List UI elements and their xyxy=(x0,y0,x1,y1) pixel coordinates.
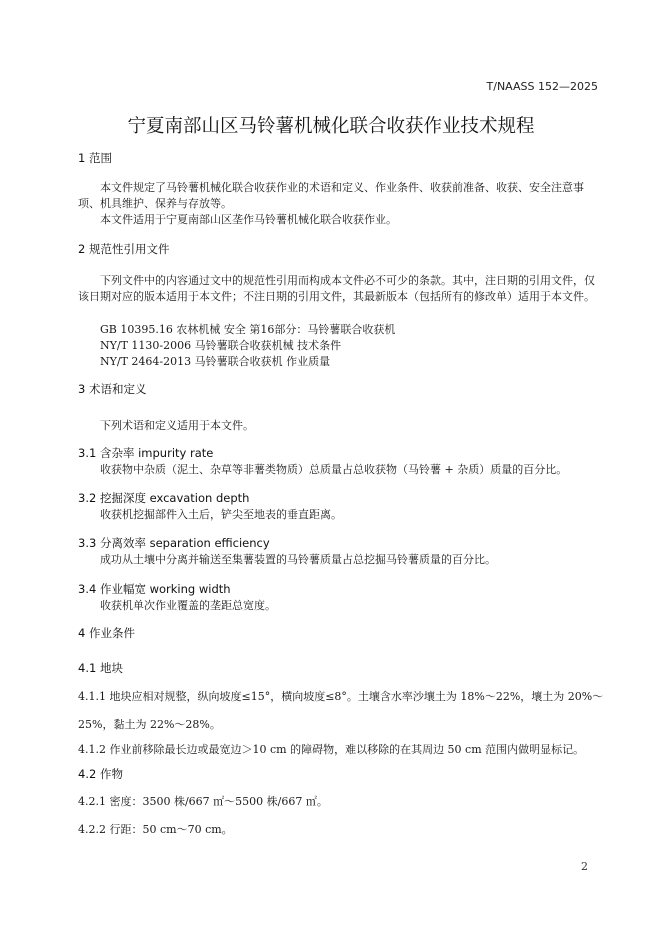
reference-item: NY/T 2464-2013 马铃薯联合收获机 作业质量 xyxy=(100,355,331,368)
paragraph-scope-1: 本文件规定了马铃薯机械化联合收获作业的术语和定义、作业条件、收获前准备、收获、安全注意事项、机具维护、保养与存放等。 xyxy=(78,181,584,210)
paragraph-scope-2: 本文件适用于宁夏南部山区垄作马铃薯机械化联合收获作业。 xyxy=(100,213,397,226)
section-heading-working-conditions: 4 作业条件 xyxy=(78,626,135,640)
paragraph-references-intro: 下列文件中的内容通过文中的规范性引用而构成本文件必不可少的条款。其中，注日期的引用文件，仅该日期对应的版本适用于本文件；不注日期的引用文件，其最新版本（包括所有的修改单）适用于本文件。 xyxy=(78,274,595,303)
clause-4-1-1-line1: 4.1.1 地块应相对规整，纵向坡度≤15°，横向坡度≤8°。土壤含水率沙壤土为 18%～22%，壤土为 20%～ xyxy=(78,690,604,703)
term-definition: 收获机单次作业覆盖的垄距总宽度。 xyxy=(100,599,276,612)
clause-4-1-1-line2: 25%，黏土为 22%～28%。 xyxy=(78,718,221,731)
term-definition: 收获物中杂质（泥土、杂草等非薯类物质）总质量占总收获物（马铃薯 + 杂质）质量的百分比。 xyxy=(100,463,568,476)
page-number: 2 xyxy=(581,860,588,873)
document-title: 宁夏南部山区马铃薯机械化联合收获作业技术规程 xyxy=(127,116,535,137)
subsection-heading-crop: 4.2 作物 xyxy=(78,767,123,781)
clause-4-2-2: 4.2.2 行距：50 cm～70 cm。 xyxy=(78,823,233,836)
clause-4-2-1: 4.2.1 密度：3500 株/667 ㎡～5500 株/667 ㎡。 xyxy=(78,795,328,808)
clause-4-1-2: 4.1.2 作业前移除最长边或最宽边＞10 cm 的障碍物，难以移除的在其周边 50 cm 范围内做明显标记。 xyxy=(78,743,585,756)
section-heading-scope: 1 范围 xyxy=(78,151,112,165)
reference-item: GB 10395.16 农林机械 安全 第16部分：马铃薯联合收获机 xyxy=(100,323,396,336)
term-definition: 收获机挖掘部件入土后，铲尖至地表的垂直距离。 xyxy=(100,508,342,521)
term-heading-excavation-depth: 3.2 挖掘深度 excavation depth xyxy=(78,491,250,505)
term-definition: 成功从土壤中分离并输送至集薯装置的马铃薯质量占总挖掘马铃薯质量的百分比。 xyxy=(100,553,496,566)
reference-item: NY/T 1130-2006 马铃薯联合收获机械 技术条件 xyxy=(100,339,342,352)
term-heading-separation-efficiency: 3.3 分离效率 separation efficiency xyxy=(78,536,270,550)
term-heading-working-width: 3.4 作业幅宽 working width xyxy=(78,582,231,596)
term-heading-impurity-rate: 3.1 含杂率 impurity rate xyxy=(78,446,214,460)
subsection-heading-field: 4.1 地块 xyxy=(78,661,123,675)
section-heading-normative-references: 2 规范性引用文件 xyxy=(78,242,170,256)
paragraph-terms-intro: 下列术语和定义适用于本文件。 xyxy=(100,419,254,432)
section-heading-terms: 3 术语和定义 xyxy=(78,382,147,396)
standard-code: T/NAASS 152—2025 xyxy=(486,80,598,93)
